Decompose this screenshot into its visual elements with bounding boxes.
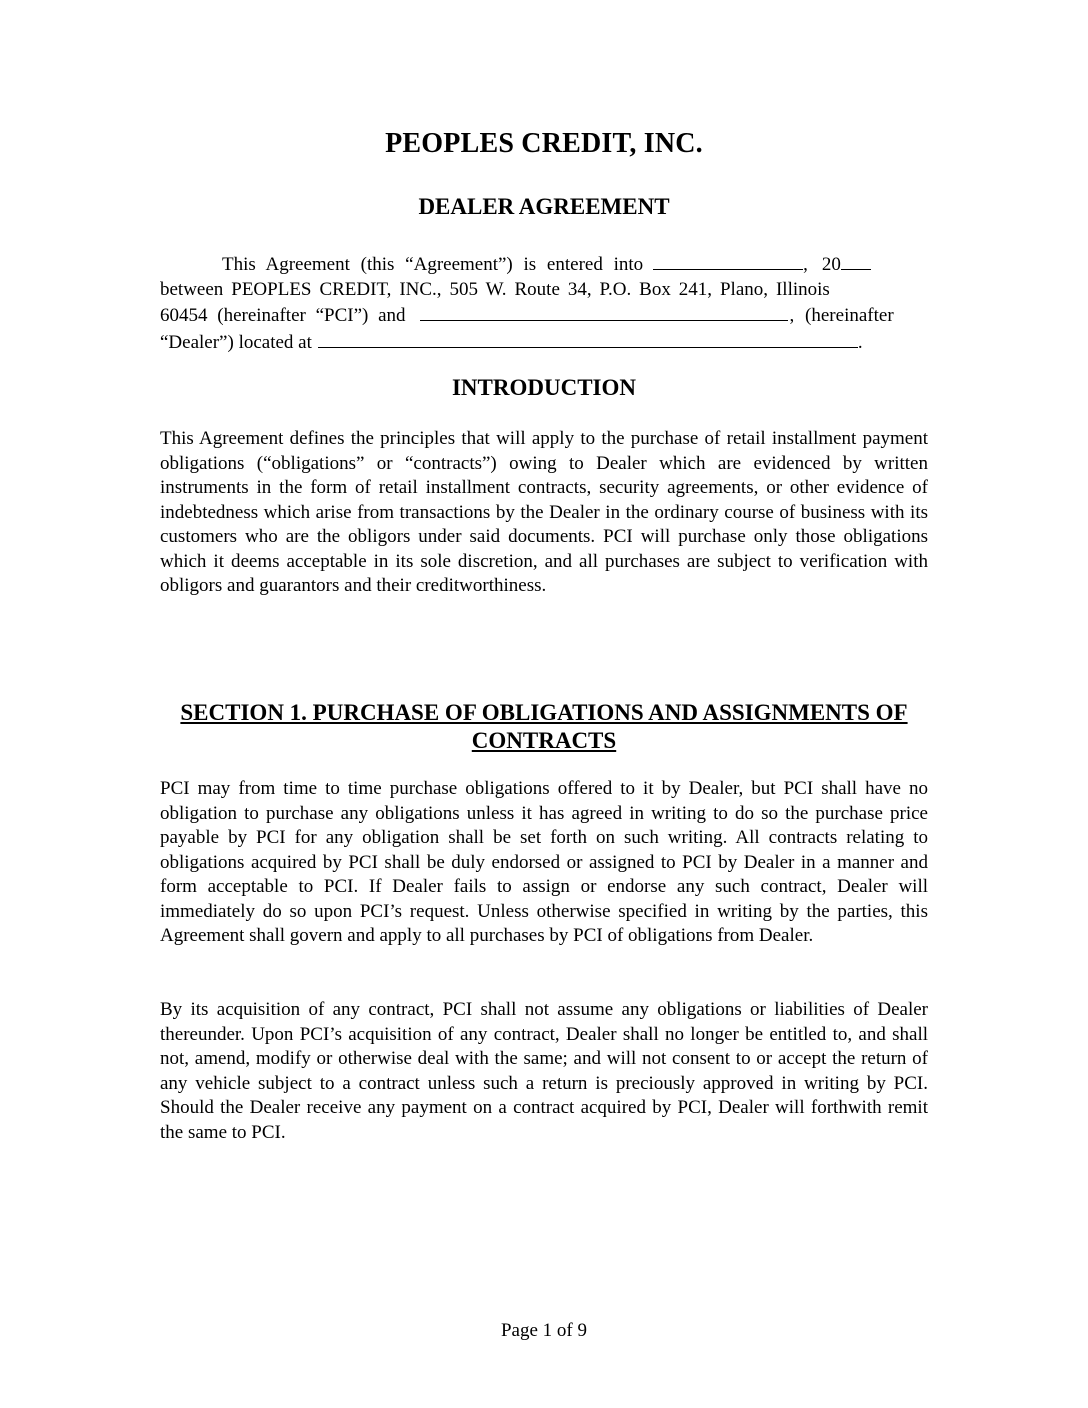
preamble-line-4-text: “Dealer”) located at [160,331,312,353]
page-number: Page 1 of 9 [500,1320,587,1341]
section-1-paragraph-1: PCI may from time to time purchase obligations offered to it by Dealer, but PCI shall have no obligation to purchase any obligations unless it has agreed in writing to do so the purchase price payable by PCI for any obligation shall be set forth on such writing. All contracts relating to obligations acquired by PCI shall be duly endorsed or assigned to PCI by Dealer in a manner and form acceptable to PCI. If Dealer fails to assign or endorse any such contract, Dealer will immediately do so upon PCI’s request. Unless otherwise specified in writing by the parties, this Agreement shall govern and apply to all purchases by PCI of obligations from Dealer. [160,778,928,946]
preamble-line-3-text: 60454 (hereinafter “PCI”) and [160,305,406,326]
agreement-title: DEALER AGREEMENT [418,194,670,219]
preamble-line-4 [160,329,928,356]
section-1-heading: SECTION 1. PURCHASE OF OBLIGATIONS AND ASSIGNMENTS OF CONTRACTS [180,700,908,753]
introduction-paragraph: This Agreement defines the principles that will apply to the purchase of retail installment payment obligations (“obligations” or “contracts”) owing to Dealer which are evidenced by written instruments in the form of retail installment contracts, security agreements, or other evidence of indebtedness which arise from transactions by the Dealer in the ordinary course of business with its customers who are the obligors under said documents. PCI will purchase only those obligations which it deems acceptable in its sole discretion, and all purchases are subject to verification with obligors and guarantors and their creditworthiness. [160,428,928,596]
company-title: PEOPLES CREDIT, INC. [385,128,703,159]
preamble-line-2-text: between PEOPLES CREDIT, INC., 505 W. Route 34, P.O. Box 241, Plano, Illinois [160,278,830,300]
year-blank-field[interactable] [841,251,871,270]
preamble-line-1-text: This Agreement (this “Agreement”) is entered into [222,254,644,275]
preamble-line-3-end: , (hereinafter [789,305,894,326]
preamble-line-3 [160,302,928,329]
preamble-line-1 [160,251,928,278]
section-1-paragraph-2: By its acquisition of any contract, PCI shall not assume any obligations or liabilities of Dealer thereunder. Upon PCI’s acquisition of any contract, Dealer shall no longer be entitled to, and shall not, amend, modify or otherwise deal with the same; and will not consent to or accept the return of any vehicle subject to a contract unless such a return is preciously approved in writing by PCI. Should the Dealer receive any payment on a contract acquired by PCI, Dealer will forthwith remit the same to PCI. [160,999,928,1143]
dealer-location-blank-field[interactable] [318,329,858,348]
preamble-line-2 [160,278,928,303]
date-blank-field[interactable] [653,251,803,270]
dealer-name-blank-field[interactable] [420,302,788,321]
preamble-line-4-end: . [857,331,863,353]
preamble-year-prefix: 20 [821,254,841,275]
introduction-heading: INTRODUCTION [451,375,637,400]
preamble-comma: , [803,254,808,275]
preamble [160,251,928,355]
